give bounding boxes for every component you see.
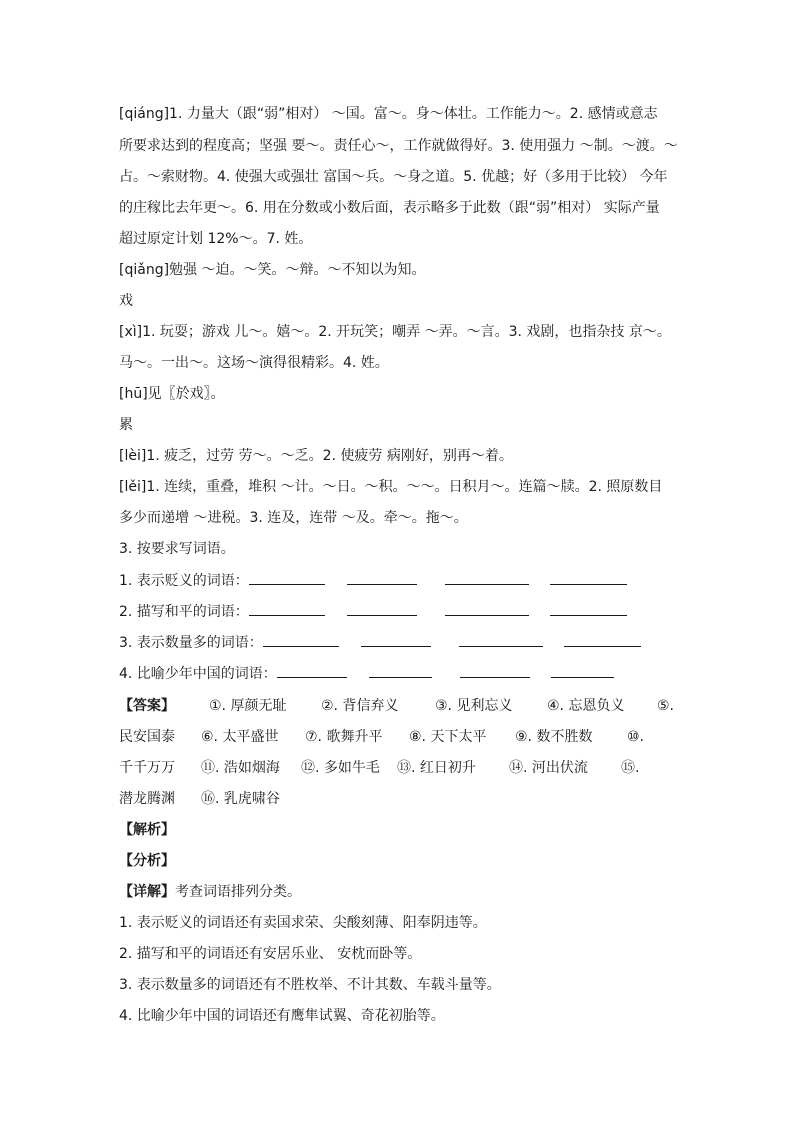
entry-heading: 戏 [119,293,133,309]
answer-item: ⑫. 多如牛毛 [301,760,380,776]
answer-label: 【答案】 [119,698,175,714]
fill-label: 2. 描写和平的词语： [119,604,249,620]
blank-line[interactable] [445,601,529,616]
fill-label: 4. 比喻少年中国的词语： [119,666,277,682]
blank-line[interactable] [347,601,417,616]
text-line: [hū]见〖於戏〗。 [119,386,225,402]
text-line: 所要求达到的程度高；坚强 要～。责任心～，工作就做得好。3. 使用强力 ～制。～渡。～ [119,138,678,154]
blank-line[interactable] [459,632,543,647]
answer-item: ①. 厚颜无耻 [209,698,287,714]
fill-row [119,601,627,622]
blank-line[interactable] [551,663,614,678]
section-label-fenxi: 【分析】 [119,853,175,869]
answer-row [119,789,674,809]
blank-line[interactable] [550,601,627,616]
text-line: 的庄稼比去年更～。6. 用在分数或小数后面，表示略多于此数（跟“弱”相对） 实际产量 [119,200,660,216]
answer-item: ③. 见利忘义 [435,698,513,714]
answer-item: ⑧. 天下太平 [409,729,487,745]
text-line: [lèi]1. 疲乏，过劳 劳～。～乏。2. 使疲劳 病刚好，别再～着。 [119,448,513,464]
fill-label: 1. 表示贬义的词语： [119,573,249,589]
fill-row [119,663,614,684]
detail-line: 1. 表示贬义的词语还有卖国求荣、尖酸刻薄、阳奉阴违等。 [119,915,487,931]
text-line: 多少而递增 ～进税。3. 连及，连带 ～及。牵～。拖～。 [119,510,468,526]
detail-intro [119,882,301,902]
answer-item: ⑯. 乳虎啸谷 [201,791,280,807]
blank-line[interactable] [460,663,530,678]
answer-item: ⑪. 浩如烟海 [201,760,280,776]
text-line: [xì]1. 玩耍；游戏 儿～。嬉～。2. 开玩笑；嘲弄 ～弄。～言。3. 戏剧，也指杂技 京～。 [119,324,671,340]
blank-line[interactable] [263,632,339,647]
fill-row [119,570,627,591]
answer-item: ⑩. [627,729,645,745]
text-line: 马～。一出～。这场～演得很精彩。4. 姓。 [119,355,389,371]
blank-line[interactable] [445,570,529,585]
section-label-xiangjie: 【详解】 [119,884,175,900]
detail-intro-text: 考查词语排列分类。 [175,884,301,900]
text-line: 占。～索财物。4. 使强大或强壮 富国～兵。～身之道。5. 优越；好（多用于比较） 今年 [119,169,668,185]
text-line: [qiáng]1. 力量大（跟“弱”相对） ～国。富～。身～体壮。工作能力～。2. 感情或意志 [119,106,658,122]
blank-line[interactable] [550,570,627,585]
text-line: [lěi]1. 连续，重叠，堆积 ～计。～日。～积。～～。日积月～。连篇～牍。2. 照原数目 [119,479,663,495]
section-label-jiexi: 【解析】 [119,822,175,838]
answer-item: 民安国泰 [119,729,175,745]
entry-heading: 累 [119,417,133,433]
answer-item: 千千万万 [119,760,175,776]
answer-row [119,727,674,747]
answer-row [119,758,674,778]
answer-item: ⑥. 太平盛世 [201,729,279,745]
blank-line[interactable] [277,663,347,678]
answer-item: ⑨. 数不胜数 [515,729,593,745]
question-heading: 3. 按要求写词语。 [119,541,235,557]
detail-line: 2. 描写和平的词语还有安居乐业、 安枕而卧等。 [119,946,422,962]
detail-line: 3. 表示数量多的词语还有不胜枚举、不计其数、车载斗量等。 [119,977,501,993]
answer-item: ⑬. 红日初升 [397,760,476,776]
blank-line[interactable] [249,601,325,616]
blank-line[interactable] [369,663,432,678]
answer-item: ⑦. 歌舞升平 [305,729,383,745]
blank-line[interactable] [249,570,325,585]
blank-line[interactable] [347,570,417,585]
answer-item: ④. 忘恩负义 [547,698,625,714]
blank-line[interactable] [361,632,431,647]
answer-item: ②. 背信弃义 [321,698,399,714]
answer-item: 潜龙腾渊 [119,791,175,807]
answer-row [119,696,674,716]
fill-label: 3. 表示数量多的词语： [119,635,263,651]
answer-item: ⑤. [657,698,675,714]
fill-row [119,632,641,653]
text-line: 超过原定计划 12%～。7. 姓。 [119,231,313,247]
answer-item: ⑭. 河出伏流 [509,760,588,776]
detail-line: 4. 比喻少年中国的词语还有鹰隼试翼、奇花初胎等。 [119,1008,445,1024]
blank-line[interactable] [564,632,641,647]
text-line: [qiǎng]勉强 ～迫。～笑。～辩。～不知以为知。 [119,262,426,278]
answer-item: ⑮. [621,760,640,776]
